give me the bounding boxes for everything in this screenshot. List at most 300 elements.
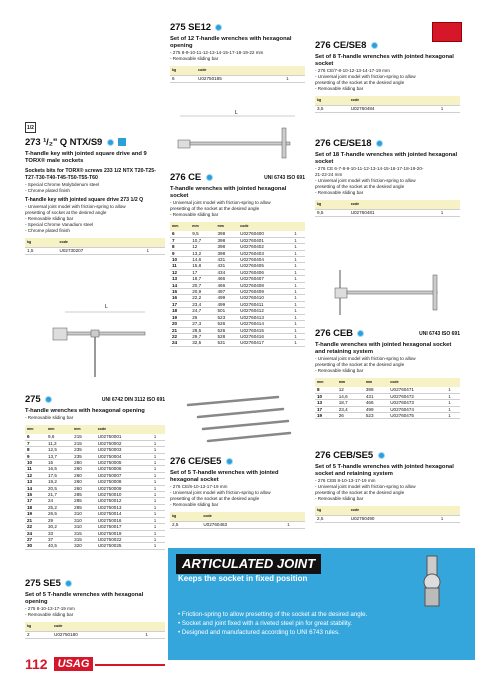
cell: 22 xyxy=(172,333,178,339)
cell: 1 xyxy=(448,406,451,412)
cell: 26,5 xyxy=(48,511,57,517)
col-header: code xyxy=(350,508,360,512)
cell: 17 xyxy=(27,498,33,504)
cell: 20,5 xyxy=(48,485,57,491)
col-header: mm xyxy=(192,224,199,228)
p276cese8-block xyxy=(315,40,460,113)
cell: U02760415 xyxy=(240,327,264,333)
col-header: code xyxy=(54,624,63,628)
cell: U02760410 xyxy=(240,295,264,301)
cell: 523 xyxy=(365,413,374,419)
cell: U02760475 xyxy=(390,413,414,419)
page-footer xyxy=(25,656,93,672)
cell: 1 xyxy=(294,340,297,346)
cell: 1 xyxy=(153,460,157,466)
p275se12-block xyxy=(170,22,305,83)
col-header: mm xyxy=(27,427,34,431)
table-row xyxy=(25,248,165,254)
cell: 25,2 xyxy=(48,504,57,510)
cell: 11 xyxy=(172,263,177,269)
cell: 1 xyxy=(448,400,451,406)
weight-icon: kg xyxy=(172,514,177,518)
cell: 398 xyxy=(365,387,374,393)
cell: 1 xyxy=(153,511,157,517)
cell: 6 xyxy=(172,231,175,237)
cell: 1 xyxy=(145,632,148,638)
cell: 13 xyxy=(172,276,178,282)
cell: 398 xyxy=(217,231,226,237)
col-header: mm xyxy=(48,427,55,431)
cell: 24 xyxy=(27,530,33,536)
cell: 466 xyxy=(365,400,374,406)
feature-bullet-text: Socket and joint fixed with a riveted steel pin for great stability. xyxy=(181,620,353,627)
cell: 8 xyxy=(317,387,320,393)
feature-bullet-text: Friction-spring to allow presetting of the socket at the desired angle. xyxy=(181,611,368,618)
cell: 20,9 xyxy=(192,289,202,295)
p276cese8-bullet: - Removable sliding bar xyxy=(315,86,364,91)
p276cese18-bullet: - Removable sliding bar xyxy=(315,190,364,195)
cell: 21 xyxy=(172,327,178,333)
cell: U02750006 xyxy=(97,466,122,472)
p276cebse5-bullet: - 276 CEB 8-10-13-17-19 mm xyxy=(315,478,376,483)
cell: 1 xyxy=(294,321,297,327)
cell: 1 xyxy=(294,282,297,288)
cell: 24 xyxy=(48,498,54,504)
cell: U02750180 xyxy=(54,632,78,638)
feature-bullet-text: Designed and manufactured according to UNI 6743 rules. xyxy=(181,629,340,636)
blue-dot-icon xyxy=(378,452,385,459)
p275se12-title: 275 SE12 xyxy=(170,22,305,33)
cell: 6 xyxy=(27,434,30,440)
cell: 12 xyxy=(27,472,33,478)
p275-block xyxy=(25,394,165,550)
cell: 528 xyxy=(217,333,226,339)
weight-icon: kg xyxy=(27,624,32,628)
col-header xyxy=(152,425,165,434)
cell: 15 xyxy=(48,460,54,466)
cell: U02760400 xyxy=(240,231,264,237)
cell: 21 xyxy=(27,517,33,523)
p275se12-bullet: - Removable sliding bar xyxy=(170,56,219,61)
cell: 499 xyxy=(217,295,226,301)
cell: 13 xyxy=(27,479,33,485)
cell: 22 xyxy=(27,524,33,530)
p276ce-block xyxy=(170,172,305,347)
cell: 37 xyxy=(48,536,54,542)
col-header xyxy=(285,512,305,522)
cell: 16 xyxy=(172,295,178,301)
cell: 17 xyxy=(192,269,198,275)
cell: U02750016 xyxy=(97,517,122,523)
cell: U02730207 xyxy=(59,248,84,254)
cell: 10,7 xyxy=(192,237,202,243)
cell: U02750010 xyxy=(97,492,122,498)
p276cese5-block xyxy=(170,456,305,529)
col-header xyxy=(439,200,460,210)
cell: 30 xyxy=(27,543,33,549)
cell: 1 xyxy=(153,492,157,498)
p275-desc: T-handle wrenches with hexagonal opening xyxy=(25,408,145,414)
cell: 9,6 xyxy=(48,434,55,440)
cell: 398 xyxy=(217,237,226,243)
cell: 1 xyxy=(294,289,297,295)
cell: U02760408 xyxy=(240,282,264,288)
flag-icon xyxy=(432,22,462,42)
table-row xyxy=(25,543,165,549)
p276cese18-table xyxy=(315,200,460,217)
cell: 8 xyxy=(27,447,30,453)
col-header xyxy=(292,222,305,231)
cell: 7 xyxy=(27,440,30,446)
cell: U02760473 xyxy=(390,400,414,406)
cell: U02750022 xyxy=(97,536,122,542)
cell: 501 xyxy=(217,308,226,314)
cell: 29,7 xyxy=(192,333,202,339)
cell: U02760409 xyxy=(240,289,264,295)
cell: 14 xyxy=(172,282,178,288)
col-header xyxy=(143,622,165,632)
cell: U02750008 xyxy=(97,479,122,485)
p275se5-table xyxy=(25,622,165,639)
blue-dot-icon xyxy=(65,580,72,587)
feature-subtitle: Keeps the socket in fixed position xyxy=(178,574,308,583)
cell: U02750005 xyxy=(97,460,122,466)
cell: 1 xyxy=(153,543,157,549)
cell: U02760403 xyxy=(240,250,264,256)
cell: 1 xyxy=(294,327,297,333)
dim-label: L xyxy=(105,304,108,310)
table-row xyxy=(315,106,460,112)
cell: 17 xyxy=(317,406,323,412)
p275se5-bullet: - Removable sliding bar xyxy=(25,612,74,617)
table-row xyxy=(170,76,305,82)
p276cebse5-block xyxy=(315,450,460,523)
cell: 526 xyxy=(217,327,226,333)
footer-rule xyxy=(95,664,165,666)
cell: U02760474 xyxy=(390,406,414,412)
cell: 18 xyxy=(27,504,33,510)
p276cese5-bullet: - Removable sliding bar xyxy=(170,502,219,507)
p276cebse5-desc: Set of 5 T-handle wrenches with jointed hexagonal socket and retaining system xyxy=(315,464,454,477)
cell: 310 xyxy=(74,524,82,530)
cell: 466 xyxy=(217,276,226,282)
cell: 32,5 xyxy=(192,340,202,346)
cell: 1 xyxy=(153,472,157,478)
cell: 1,5 xyxy=(27,248,34,254)
col-header xyxy=(446,378,460,387)
cell: 9 xyxy=(172,250,175,256)
cell: 10 xyxy=(27,460,33,466)
cell: U02750002 xyxy=(97,440,122,446)
p276ce-desc: T-handle wrenches with jointed hexagonal socket xyxy=(170,186,287,199)
cell: 398 xyxy=(217,244,226,250)
cell: 24,7 xyxy=(192,308,202,314)
product-photo xyxy=(178,385,298,455)
feature-bullet: • Socket and joint fixed with a riveted steel pin for great stability. xyxy=(178,620,353,627)
feature-panel xyxy=(168,548,475,660)
p276cese5-bullet: - 276 CE/8-10-13-17-19 mm xyxy=(170,484,228,489)
cell: U02760414 xyxy=(240,321,264,327)
p273-bullet: - Chrome plated finish xyxy=(25,188,70,193)
p276ce-title: 276 CE xyxy=(170,172,213,183)
cell: 320 xyxy=(74,543,82,549)
p273-bullet: presetting of socket at the desired angle xyxy=(25,210,107,215)
cell: 15 xyxy=(27,492,33,498)
p276cese18-bullet: - Universal joint model with friction-spring to allow xyxy=(315,178,416,183)
cell: 8 xyxy=(172,244,175,250)
page-number: 112 xyxy=(25,656,48,672)
cell: 310 xyxy=(74,517,82,523)
cell: 215 xyxy=(74,434,82,440)
cell: U02760484 xyxy=(350,106,375,112)
p276cese8-title: 276 CE/SE8 xyxy=(315,40,460,51)
cell: 1 xyxy=(294,231,297,237)
cell: U02750007 xyxy=(97,472,122,478)
cell: U02750017 xyxy=(97,524,122,530)
col-header: mm xyxy=(217,224,224,228)
cell: 1 xyxy=(294,263,297,269)
col-header xyxy=(144,238,165,248)
p276ceb-table xyxy=(315,378,460,419)
cell: U02750185 xyxy=(198,76,222,82)
cell: 431 xyxy=(217,257,226,263)
cell: 260 xyxy=(74,479,82,485)
cell: 1 xyxy=(153,440,157,446)
cell: 16,5 xyxy=(48,466,57,472)
cell: 466 xyxy=(217,282,226,288)
cell: 1 xyxy=(448,387,451,393)
cell: 21,7 xyxy=(48,492,57,498)
brand-logo: USAG xyxy=(54,657,94,671)
cell: 1 xyxy=(294,257,297,263)
cell: 1 xyxy=(146,248,149,254)
cell: 29 xyxy=(48,517,54,523)
col-header: mm xyxy=(172,224,179,228)
blue-dot-icon xyxy=(107,139,114,146)
cell: 1 xyxy=(153,504,157,510)
cell: 398 xyxy=(217,250,226,256)
cell: U02760413 xyxy=(240,314,264,320)
cell: 260 xyxy=(74,466,82,472)
cell: U02750012 xyxy=(97,498,122,504)
cell: 10 xyxy=(317,393,323,399)
p276cese8-desc: Set of 8 T-handle wrenches with jointed hexagonal socket xyxy=(315,54,454,67)
cell: 285 xyxy=(74,498,82,504)
weight-icon: kg xyxy=(317,98,322,102)
p276cebse5-bullet: presetting of the socket at the desired angle xyxy=(315,490,405,495)
col-header: code xyxy=(59,240,68,244)
p276cese5-desc: Set of 5 T-handle wrenches with jointed hexagonal socket xyxy=(170,470,279,483)
p273-bullet: - Special Chrome Vanadium steel xyxy=(25,222,94,227)
table-row xyxy=(315,210,460,216)
p275se5-title: 275 SE5 xyxy=(25,578,165,589)
col-header: code xyxy=(350,98,360,102)
col-header: mm xyxy=(338,380,346,384)
p276ceb-title: 276 CEB xyxy=(315,328,364,339)
cell: 6 xyxy=(172,76,175,82)
weight-icon: kg xyxy=(172,68,177,72)
feature-bullet: • Friction-spring to allow presetting of the socket at the desired angle. xyxy=(178,611,368,618)
p276cese5-bullet: - Universal joint model with friction-spring to allow xyxy=(170,490,271,495)
table-row xyxy=(25,632,165,638)
cell: U02750003 xyxy=(97,447,122,453)
col-header: mm xyxy=(74,427,81,431)
cell: 14 xyxy=(27,485,33,491)
cell: 1 xyxy=(153,485,157,491)
weight-icon: kg xyxy=(317,508,322,512)
col-header: mm xyxy=(365,380,373,384)
cell: 10 xyxy=(172,257,178,263)
p276cese5-table xyxy=(170,512,305,529)
cell: U02760407 xyxy=(240,276,264,282)
p273-drawing xyxy=(25,292,165,387)
cell: U02760463 xyxy=(203,522,228,528)
col-header xyxy=(439,506,460,516)
cell: U02760405 xyxy=(240,263,264,269)
p276ceb-bullet: - Removable sliding bar xyxy=(315,368,364,373)
p273-desc: T-handle key with jointed square drive and 9 TORX® male sockets xyxy=(25,151,147,164)
cell: 434 xyxy=(217,269,226,275)
p276cese18-desc: Set of 18 T-handle wrenches with jointed hexagonal socket xyxy=(315,152,458,165)
cell: 285 xyxy=(74,492,82,498)
cell: U02750014 xyxy=(97,511,122,517)
p275se12-desc: Set of 12 T-handle wrenches with hexagonal opening xyxy=(170,36,292,49)
p275se12-bullet: - 275 8-9-10-11-12-13-14-15-17-18-19-22 mm xyxy=(170,50,264,55)
p276cese8-bullet: - 276 CE/7-8-10-12-13-14-17-19 mm xyxy=(315,68,390,73)
p273-bullet: - Removable sliding bar xyxy=(25,216,74,221)
cell: 1 xyxy=(153,536,157,542)
p276cebse5-table xyxy=(315,506,460,523)
cell: 1 xyxy=(294,244,297,250)
cell: 285 xyxy=(74,504,82,510)
cell: 20,7 xyxy=(192,282,202,288)
cell: 1 xyxy=(153,498,157,504)
cell: 1 xyxy=(294,301,297,307)
cell: 523 xyxy=(217,314,226,320)
cell: 26 xyxy=(338,413,344,419)
p276cebse5-bullet: - Removable sliding bar xyxy=(315,496,364,501)
cell: 9,5 xyxy=(317,210,324,216)
cell: 27 xyxy=(27,536,33,542)
cell: 3,5 xyxy=(317,106,324,112)
col-header xyxy=(439,96,460,106)
cell: 1 xyxy=(286,76,289,82)
col-header: code xyxy=(240,224,249,228)
col-header: code xyxy=(390,380,399,384)
cell: 1 xyxy=(153,453,157,459)
blue-dot-icon xyxy=(206,174,213,181)
dim-label: L xyxy=(235,110,238,116)
cell: 1 xyxy=(153,447,157,453)
cell: 12,5 xyxy=(48,447,57,453)
cell: 18,7 xyxy=(338,400,348,406)
blue-dot-icon xyxy=(226,458,233,465)
cell: 1 xyxy=(153,517,157,523)
blue-dot-icon xyxy=(357,330,364,337)
cell: 23,4 xyxy=(338,406,348,412)
p273-block xyxy=(25,137,165,255)
cell: 499 xyxy=(217,301,226,307)
table-row xyxy=(315,413,460,419)
p276cese18-bullet: 21-22-24 mm xyxy=(315,172,343,177)
col-header: code xyxy=(97,427,107,431)
cell: 526 xyxy=(217,321,226,327)
cell: 27,3 xyxy=(192,321,202,327)
p275se5-bullet: - 275 8-10-13-17-19 mm xyxy=(25,606,75,611)
square-icon xyxy=(118,138,126,146)
cell: 1 xyxy=(294,308,297,314)
cell: 260 xyxy=(74,472,82,478)
p275-title: 275 xyxy=(25,394,52,405)
square-drive-badge: 1/2 xyxy=(25,122,36,133)
cell: U02760471 xyxy=(390,387,414,393)
cell: 18 xyxy=(172,308,178,314)
cell: U02760412 xyxy=(240,308,264,314)
feature-title: ARTICULATED JOINT xyxy=(182,556,316,571)
cell: 1 xyxy=(440,516,444,522)
p276ceb-bullet: presetting of the socket at the desired angle xyxy=(315,362,405,367)
cell: 12 xyxy=(192,244,198,250)
p275se12-table xyxy=(170,66,305,83)
cell: 20 xyxy=(172,321,178,327)
blue-dot-icon xyxy=(371,42,378,49)
p276cese5-bullet: presetting of the socket at the desired angle xyxy=(170,496,260,501)
cell: 30,2 xyxy=(48,524,57,530)
cell: U02750025 xyxy=(97,543,122,549)
cell: 1 xyxy=(294,269,297,275)
p276cese5-title: 276 CE/SE5 xyxy=(170,456,305,467)
cell: 40,5 xyxy=(48,543,57,549)
cell: 497 xyxy=(217,289,226,295)
cell: 2 xyxy=(27,632,30,638)
cell: 12 xyxy=(338,387,344,393)
cell: 11,3 xyxy=(48,440,57,446)
cell: U02760490 xyxy=(350,516,375,522)
cell: 19 xyxy=(27,511,33,517)
cell: 15 xyxy=(172,289,178,295)
cell: U02760417 xyxy=(240,340,264,346)
p273-bullet: - Special Chrome Molybdenum steel xyxy=(25,182,100,187)
p273-table xyxy=(25,238,165,255)
cell: 13,2 xyxy=(192,250,202,256)
cell: 7 xyxy=(172,237,175,243)
feature-bullet: • Designed and manufactured according to UNI 6743 rules. xyxy=(178,629,340,636)
cell: U02760402 xyxy=(240,244,264,250)
p276cese8-bullet: presetting of the socket at the desired angle xyxy=(315,80,405,85)
cell: 1 xyxy=(153,466,157,472)
cell: U02760416 xyxy=(240,333,264,339)
cell: 1 xyxy=(294,250,297,256)
weight-icon: kg xyxy=(27,240,32,244)
cell: 1 xyxy=(153,479,157,485)
cell: 310 xyxy=(74,511,82,517)
cell: 18,7 xyxy=(192,276,202,282)
cell: 19 xyxy=(317,413,323,419)
p276cese18-block xyxy=(315,138,460,217)
col-header xyxy=(284,66,305,76)
p276ceb-bullet: - Universal joint model with friction-spring to allow xyxy=(315,356,416,361)
cell: 1 xyxy=(440,106,444,112)
p275se5-desc: Set of 5 T-handle wrenches with hexagonal opening xyxy=(25,592,144,605)
cell: 9 xyxy=(27,453,30,459)
cell: 1 xyxy=(294,237,297,243)
p276ce-table xyxy=(170,222,305,347)
cell: U02760404 xyxy=(240,257,264,263)
p276cebse5-bullet: - Universal joint model with friction-spring to allow xyxy=(315,484,416,489)
p276ceb-drawing xyxy=(315,250,460,320)
cell: 1 xyxy=(448,413,451,419)
cell: 235 xyxy=(74,453,82,459)
